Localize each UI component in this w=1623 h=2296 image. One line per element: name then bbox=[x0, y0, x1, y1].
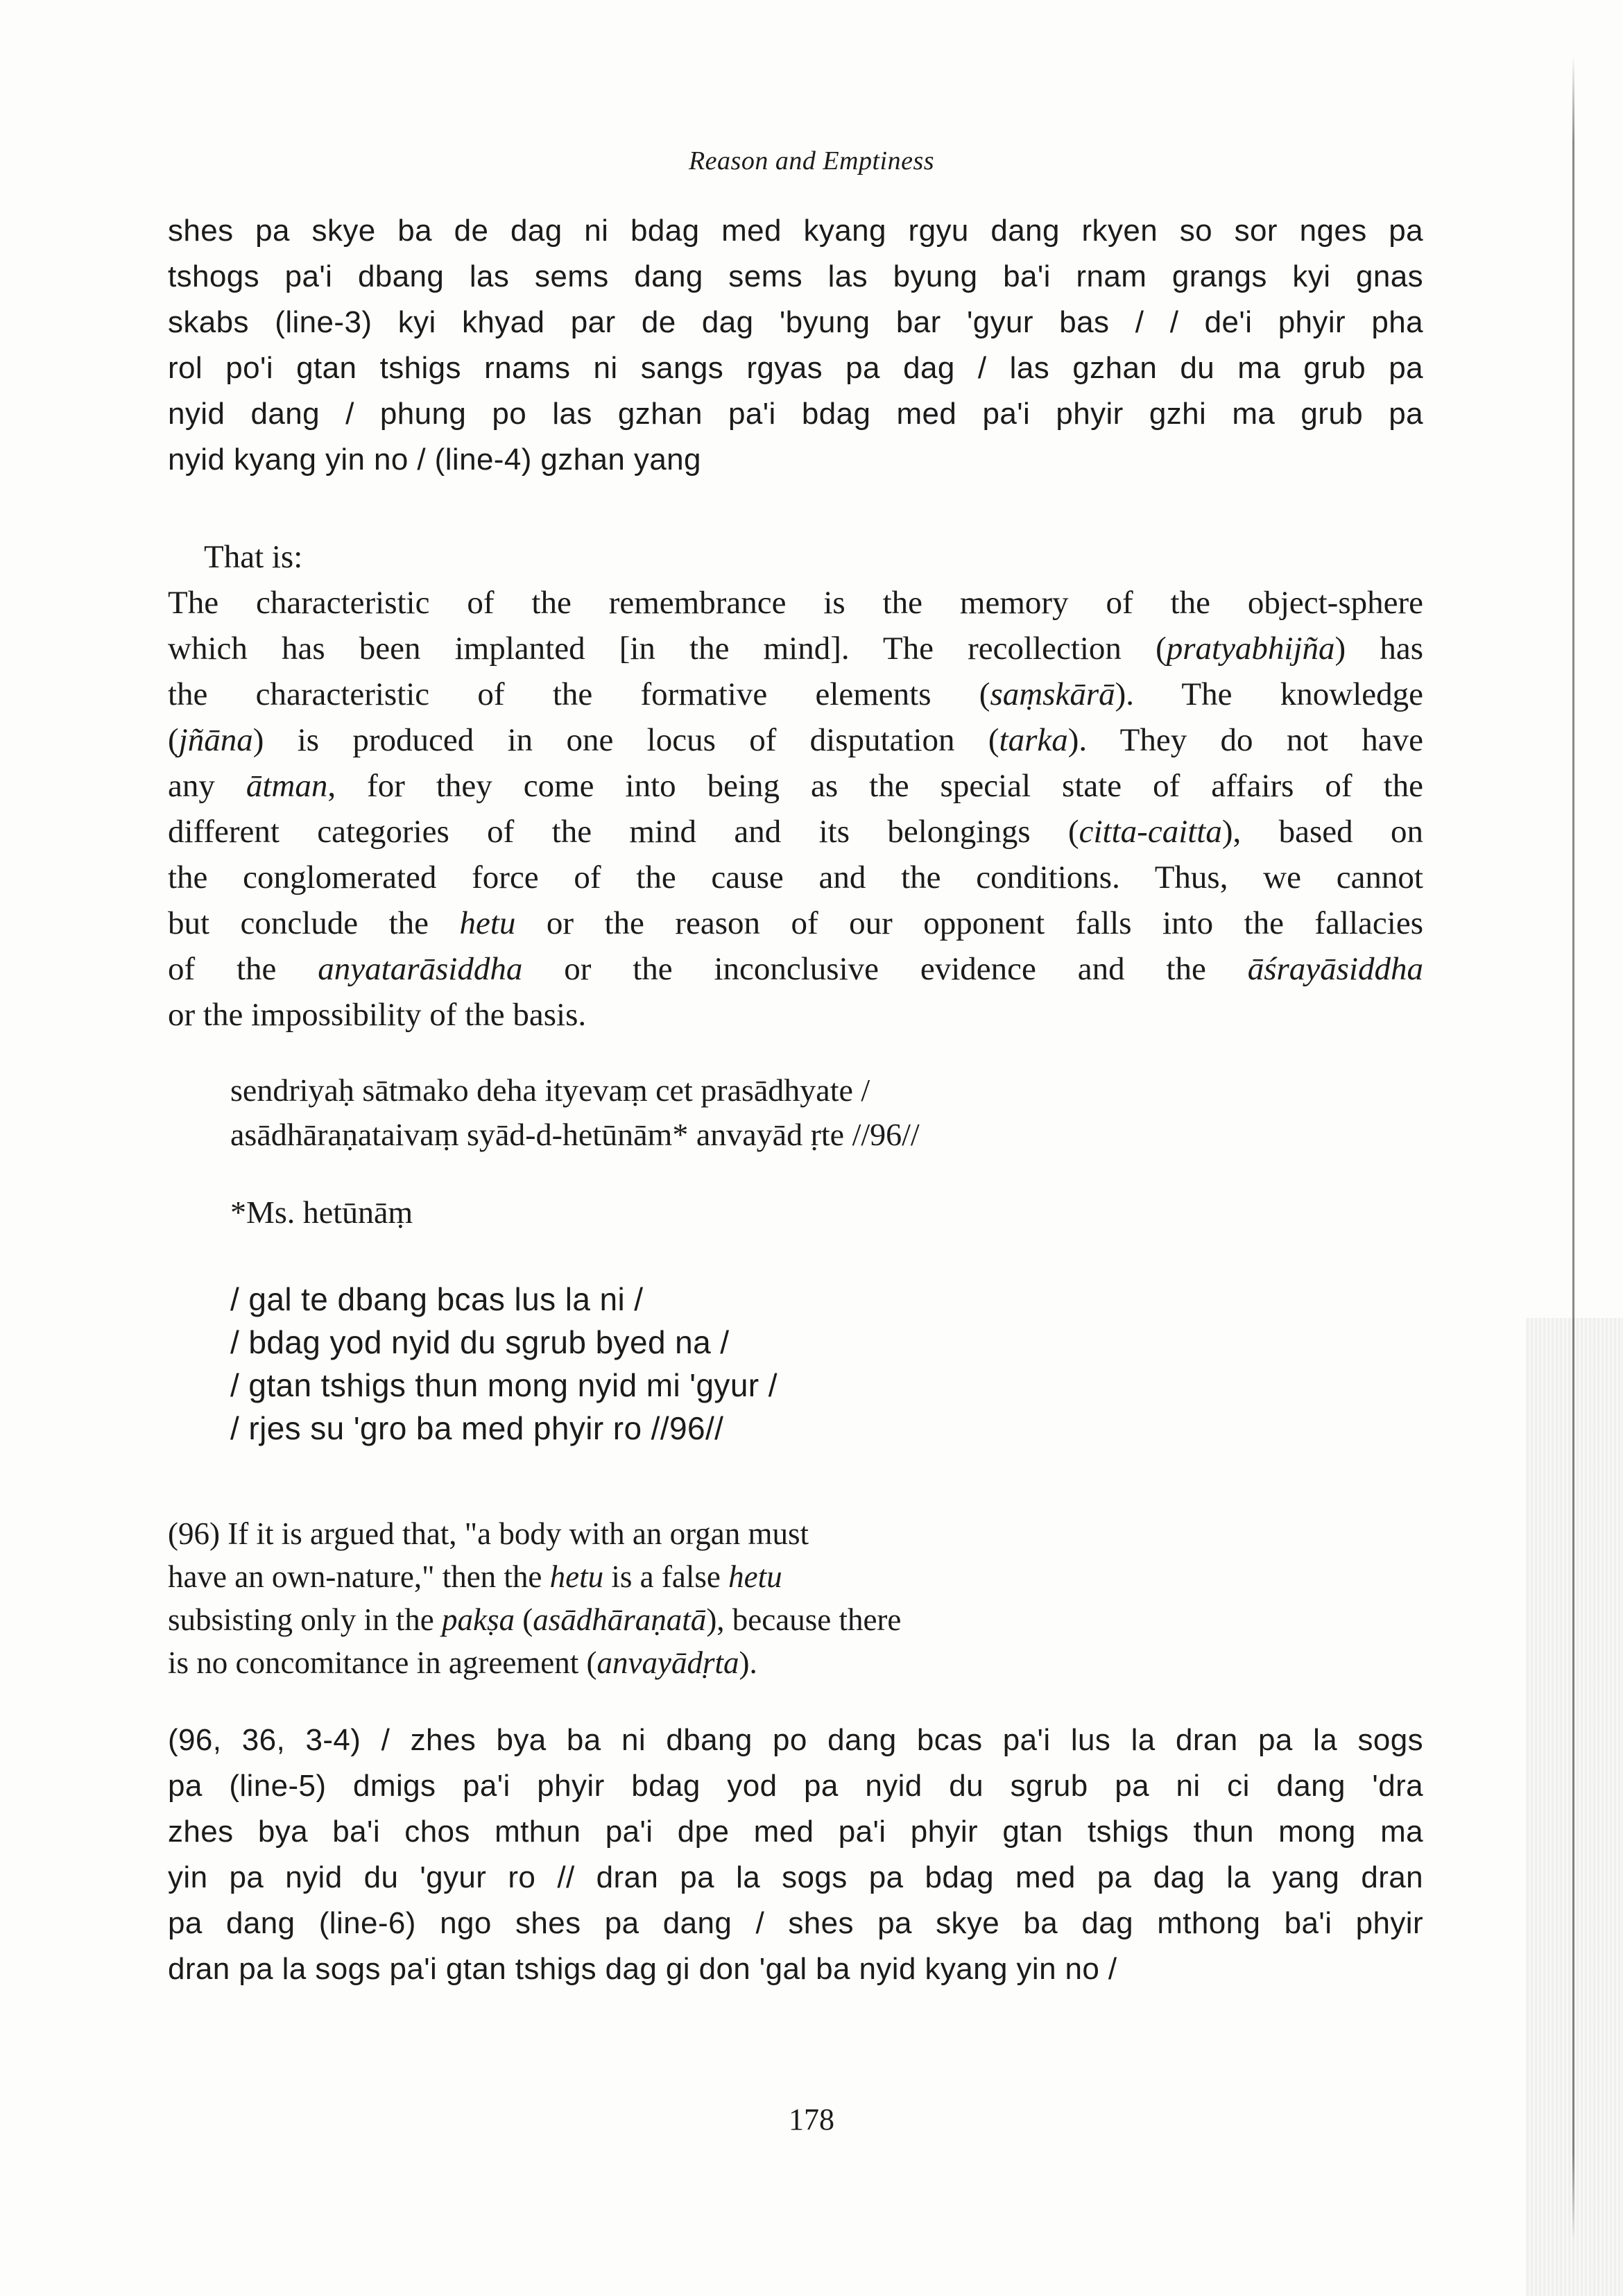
tibetan-line: skabs (line-3) kyi khyad par de dag 'byung bar 'gyur bas / / de'i phyir pha bbox=[168, 305, 1423, 339]
translation-line: different categories of the mind and its belongings (citta-caitta), based on bbox=[168, 814, 1423, 850]
translation-line: but conclude the hetu or the reason of our opponent falls into the fallacies bbox=[168, 905, 1423, 941]
translation-line: of the anyatarāsiddha or the inconclusive evidence and the āśrayāsiddha bbox=[168, 951, 1423, 987]
verse-translation-line: (96) If it is argued that, "a body with an organ must bbox=[168, 1516, 809, 1551]
verse-translation-line: have an own-nature," then the hetu is a false hetu bbox=[168, 1559, 782, 1594]
footnote bbox=[230, 1190, 413, 1235]
sanskrit-line: sendriyaḥ sātmako deha ityevaṃ cet prasādhyate / bbox=[230, 1072, 870, 1108]
tibetan-verse-line: / rjes su 'gro ba med phyir ro //96// bbox=[230, 1410, 724, 1446]
translation-line: The characteristic of the remembrance is the memory of the object-sphere bbox=[168, 585, 1423, 621]
translation-paragraph bbox=[168, 580, 1423, 1038]
that-is-text: That is: bbox=[204, 539, 303, 575]
tibetan-verse-line: / gal te dbang bcas lus la ni / bbox=[230, 1281, 644, 1317]
tibetan-line: pa (line-5) dmigs pa'i phyir bdag yod pa nyid du sgrub pa ni ci dang 'dra bbox=[168, 1769, 1423, 1803]
tibetan-passage-2 bbox=[168, 1717, 1423, 1992]
verse-translation-line: subsisting only in the pakṣa (asādhāraṇatā), because there bbox=[168, 1602, 902, 1637]
tibetan-line: nyid kyang yin no / (line-4) gzhan yang bbox=[168, 443, 701, 477]
tibetan-line: rol po'i gtan tshigs rnams ni sangs rgyas pa dag / las gzhan du ma grub pa bbox=[168, 351, 1423, 385]
gutter-shadow bbox=[1526, 1318, 1623, 2296]
translation-line: or the impossibility of the basis. bbox=[168, 997, 587, 1033]
translation-line: the characteristic of the formative elements (saṃskārā). The knowledge bbox=[168, 676, 1423, 712]
tibetan-line: nyid dang / phung po las gzhan pa'i bdag med pa'i phyir gzhi ma grub pa bbox=[168, 397, 1423, 431]
running-head: Reason and Emptiness bbox=[688, 146, 935, 175]
verse-translation bbox=[168, 1512, 1423, 1684]
that-is-label bbox=[168, 534, 1423, 580]
tibetan-line: (96, 36, 3-4) / zhes bya ba ni dbang po dang bcas pa'i lus la dran pa la sogs bbox=[168, 1723, 1423, 1757]
tibetan-line: shes pa skye ba de dag ni bdag med kyang rgyu dang rkyen so sor nges pa bbox=[168, 214, 1423, 248]
tibetan-passage-1 bbox=[168, 208, 1423, 483]
translation-line: the conglomerated force of the cause and the conditions. Thus, we cannot bbox=[168, 859, 1423, 896]
sanskrit-line: asādhāraṇataivaṃ syād-d-hetūnām* anvayād ṛte //96// bbox=[230, 1117, 920, 1152]
tibetan-verse-line: / gtan tshigs thun mong nyid mi 'gyur / bbox=[230, 1367, 778, 1403]
translation-line: any ātman, for they come into being as the special state of affairs of the bbox=[168, 768, 1423, 804]
tibetan-line: pa dang (line-6) ngo shes pa dang / shes pa skye ba dag mthong ba'i phyir bbox=[168, 1906, 1423, 1940]
translation-line: (jñāna) is produced in one locus of disputation (tarka). They do not have bbox=[168, 722, 1423, 758]
translation-line: which has been implanted [in the mind]. The recollection (pratyabhijña) has bbox=[168, 631, 1423, 667]
tibetan-verse bbox=[230, 1278, 778, 1450]
tibetan-line: dran pa la sogs pa'i gtan tshigs dag gi don 'gal ba nyid kyang yin no / bbox=[168, 1952, 1117, 1986]
gutter-line bbox=[1572, 55, 1574, 2241]
footnote-text: *Ms. hetūnāṃ bbox=[230, 1194, 413, 1230]
tibetan-line: yin pa nyid du 'gyur ro // dran pa la sogs pa bdag med pa dag la yang dran bbox=[168, 1860, 1423, 1894]
tibetan-line: tshogs pa'i dbang las sems dang sems las byung ba'i rnam grangs kyi gnas bbox=[168, 259, 1423, 293]
tibetan-line: zhes bya ba'i chos mthun pa'i dpe med pa'i phyir gtan tshigs thun mong ma bbox=[168, 1815, 1423, 1849]
tibetan-verse-line: / bdag yod nyid du sgrub byed na / bbox=[230, 1324, 730, 1360]
verse-translation-line: is no concomitance in agreement (anvayādṛta). bbox=[168, 1645, 757, 1680]
sanskrit-verse bbox=[230, 1068, 920, 1157]
page-number: 178 bbox=[789, 2102, 834, 2136]
